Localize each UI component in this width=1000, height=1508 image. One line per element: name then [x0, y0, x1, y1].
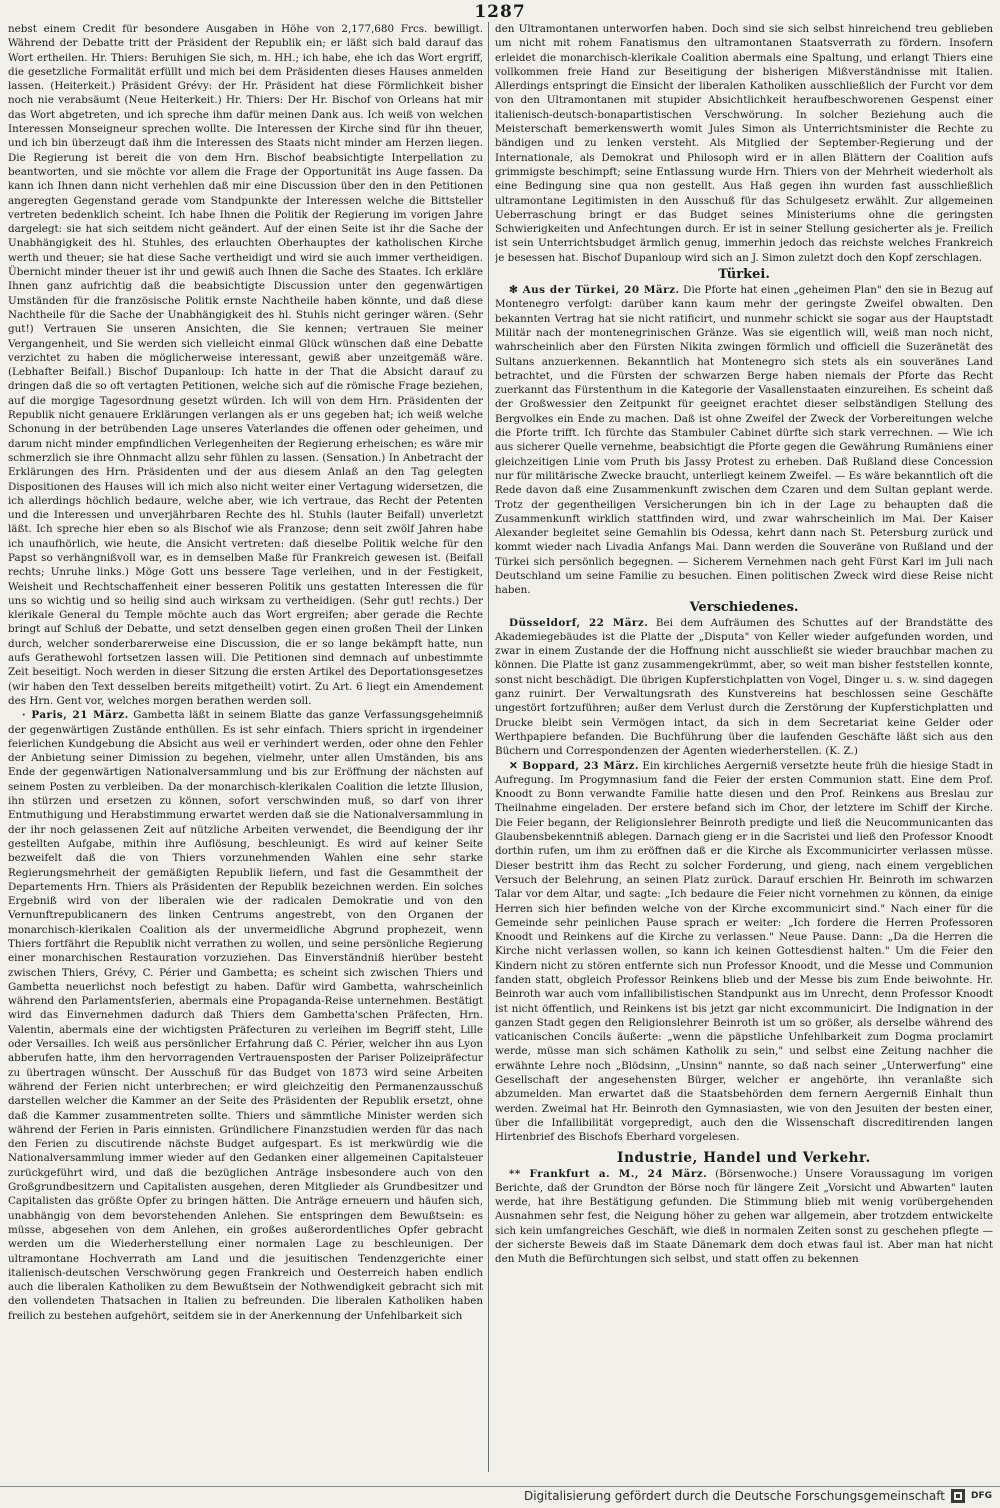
footer-credit: Digitalisierung gefördert durch die Deutsche Forschungsgemeinschaft — [523, 1489, 945, 1503]
boppard-article — [495, 759, 993, 1145]
frankfurt-article — [495, 1167, 993, 1267]
frankfurt-text: (Börsenwoche.) Unsere Voraussagung im vorigen Berichte, daß der Grundton der Börse noch für längere Zeit „Vorsicht und Abwarten" lauten werde, hat ihre Bestätigung gefunden. Die Stimmung blieb mit wenig vorübergehenden Ausnahmen sehr fest, die Neigung höher zu gehen war allgemein, aber trotzdem entwickelte sich kein umfangreiches Geschäft, wie dieß in normalen Zeiten sonst zu geschehen pflegte — der sicherste Beweis daß im Staate Dänemark dem doch etwas faul ist. Aber man hat nicht den Muth die Befürchtungen sich selbst, und statt offen zu bekennen — [495, 1167, 993, 1266]
tuerkei-dateline: ✻ Aus der Türkei, 20 März. — [509, 284, 680, 297]
tuerkei-article — [495, 283, 993, 598]
assembly-report-text: nebst einem Credit für besondere Ausgaben in Höhe von 2,177,680 Frcs. bewilligt. Während der Debatte tritt der Präsident der Republik ein; er läßt sich bald darauf das Wort ertheilen. Hr. Thiers: Beruhigen Sie sich, m. HH.; ich habe, ehe ich das Wort ergriff, die gesetzliche Formalität erfüllt und mich bei dem Präsidenten dieses Hauses anmelden lassen. (Heiterkeit.) Präsident Grévy: der Hr. Präsident hat diese Förmlichkeit bisher noch nie verabsäumt (Neue Heiterkeit.) Hr. Thiers: Der Hr. Bischof von Orleans hat mir das Wort abgetreten, und ich spreche ihm dafür meinen Dank aus. Ich weiß von welchen Interessen Monseigneur sprechen wollte. Die Interessen der Kirche sind für ihn theuer, und ich bin überzeugt daß ihm die Interessen des Staats nicht minder am Herzen liegen. Die Regierung ist bereit die von dem Hrn. Bischof beabsichtigte Interpellation zu beantworten, und sie möchte vor allem die Frage der Opportunität ins Auge fassen. Da kann ich Ihnen dann nicht verhehlen daß mir eine Discussion über den in den Petitionen angeregten Gegenstand gerade vom Standpunkte der Interessen welche die Bittsteller vertreten bedenklich scheint. Ich habe Ihnen die Politik der Regierung im vorigen Jahre dargelegt: sie hat sich seitdem nicht geändert. Auf der einen Seite ist ihr die Sache der Unabhängigkeit des hl. Stuhles, des erlauchten Oberhauptes der katholischen Kirche werth und theuer; sie hat diese Sache vertheidigt und wird sie auch immer vertheidigen. Übernicht minder theuer ist ihr und gewiß auch Ihnen die Sache des Staates. Ich erkläre Ihnen ganz aufrichtig daß die beabsichtigte Discussion unter den gegenwärtigen Umständen für die französische Politik ernste Nachtheile haben könnte, und daß diese Nachtheile für die Sache der Unabhängigkeit des hl. Stuhls nicht geringer wären. (Sehr gut!) Vertrauen Sie unseren Ansichten, die Sie kennen; vertrauen Sie meiner Vergangenheit, und Sie werden sich vielleicht einmal Glück wünschen daß eine Debatte verzichtet zu haben die möglicherweise interessant, gewiß aber unzeitgemäß wäre. (Lebhafter Beifall.) Bischof Dupanloup: Ich hatte in der That die Absicht darauf zu dringen daß die so oft vertagten Petitionen, welche sich auf die römische Frage beziehen, auf die morgige Tagesordnung gesetzt würden. Ich will von dem Hrn. Präsidenten der Republik nicht genauere Erklärungen verlangen als er uns gegeben hat; ich weiß welche Schonung in der betrübenden Lage unseres Vaterlandes die offenen oder geheimen, und darum nicht minder empfindlichen Verlegenheiten der Regierung erheischen; es wäre mir schmerzlich sie ihre Ohnmacht allzu sehr fühlen zu lassen. (Sensation.) In Anbetracht der Erklärungen des Hrn. Präsidenten und der aus diesem Anlaß an den Tag gelegten Dispositionen des Hauses will ich mich also nicht weiter einer Vertagung widersetzen, die ich allerdings höchlich bedaure, welche aber, wie ich vertraue, das Recht der Petenten und die Interessen und unverjährbaren Rechte des hl. Stuhls (lauter Beifall) unverletzt läßt. Ich spreche hier eben so als Bischof wie als Franzose; denn seit zwölf Jahren habe ich unaufhörlich, wie heute, die Ansicht vertreten: daß dieselbe Politik welche für den Papst so verhängnißvoll war, es in demselben Maße für Frankreich gewesen ist. (Beifall rechts; Unruhe links.) Möge Gott uns bessere Tage verleihen, und in der Festigkeit, Weisheit und Rechtschaffenheit einer besseren Politik uns gestatten Interessen die für uns so wichtig und so heilig sind auch wirksam zu vertheidigen. (Sehr gut! rechts.) Der klerikale General du Temple möchte auch das Wort ergreifen; aber gerade die Rechte bringt auf Schluß der Debatte, und setzt denselben gegen einen großen Theil der Linken durch, welcher sonderbarerweise eine Discussion, die er so lange bekämpft hatte, nun aufs Gerathewohl fortsetzen lassen will. Die Petitionen sind demnach auf unbestimmte Zeit beseitigt. Noch werden in dieser Sitzung die ersten Artikel des Deportationsgesetzes (wir haben den Text desselben bereits mitgetheilt) votirt. Zu Art. 6 liegt ein Amendement des Hrn. Gent vor, welches morgen berathen werden soll. — [8, 23, 483, 707]
column-divider — [488, 22, 489, 1472]
paris-text: Gambetta läßt in seinem Blatte das ganze Verfassungsgeheimniß der gegenwärtigen Zustände enthüllen. Es ist sehr einfach. Thiers spricht in irgendeiner feierlichen Kundgebung die Absicht aus weil er verhindert werden, oder ohne den Fehler der Anbietung seiner Dimission zu begehen, vielmehr, unter allen Umständen, bis ans Ende der gegenwärtigen Nationalversammlung und bis zur Eröffnung der nächsten auf seinem Posten zu verbleiben. Da der monarchisch-klerikalen Coalition die letzte Illusion, ihn stürzen und ersetzen zu können, sofort verschwinden muß, so darf von ihrer Entmuthigung und Herabstimmung erwartet werden daß sie die Nationalversammlung in der ihr noch gelassenen Zeit auf nützliche Arbeiten verwendet, die Beendigung der ihr gestellten Aufgabe, mithin ihre Auflösung, beschleunigt. Es wird auf keiner Seite bezweifelt daß die von Thiers vorzunehmenden Wahlen eine sehr starke Regierungsmehrheit der gemäßigten Republik liefern, und fast die Gesammtheit der Departements Hrn. Thiers als Präsidenten der Republik bezeichnen werden. Ein solches Ergebniß wird von der liberalen wie der radicalen Demokratie und von den Vernunftrepublicanern des linken Centrums angestrebt, von den Organen der monarchisch-klerikalen Coalition als der unvermeidliche Abgrund prophezeit, wenn Thiers fortfährt die Republik nicht verrathen zu wollen, und seine persönliche Regierung einer monarchischen Restauration vorzuziehen. Das Einverständniß hierüber besteht zwischen Thiers, Grévy, C. Périer und Gambetta; es scheint sich zwischen Thiers und Gambetta neuerlichst noch befestigt zu haben. Dafür wird Gambetta, wahrscheinlich während den Parlamentsferien, abermals eine Propaganda-Reise unternehmen. Bestätigt wird das Einvernehmen dadurch daß Thiers dem Gambetta'schen Präfecten, Hrn. Valentin, abermals eine der wichtigsten Präfecturen zu verleihen im Begriff steht, Lille oder Versailles. Ich weiß aus persönlicher Erfahrung daß C. Périer, welcher ihn aus Lyon abberufen hatte, ihm den hervorragenden Vertrauensposten der Pariser Polizeipräfectur zu übertragen wünscht. Der Ausschuß für das Budget von 1873 wird seine Arbeiten während der Ferien nicht unterbrechen; er wird gleichzeitig den Permanenzausschuß darstellen welcher die Kammer an der Seite des Präsidenten der Republik ersetzt, ohne daß die Kammer zusammentreten sollte. Thiers und sämmtliche Minister werden sich während der Ferien in Paris einnisten. Gründlichere Finanzstudien werden für das nach den Ferien zu discutirende nächste Budget aufgespart. Es ist merkwürdig wie die Nationalversammlung immer wieder auf den Gedanken einer allgemeinen Capitalsteuer zurückgeführt wird, und daß die bezüglichen Anträge insbesondere auch von den Großgrundbesitzern und Capitalisten ausgehen, deren Mitglieder als Grundbesitzer und Capitalisten das größte Opfer zu bringen hätten. Die Anträge erneuern und häufen sich, unabhängig von dem bevorstehenden Anlehen. Sie entspringen dem Bewußtsein: es müsse, abgesehen von dem Anlehen, ein großes außerordentliches Opfer gebracht werden um die Wiederherstellung einer normalen Lage zu beschleunigen. Der ultramontane Hochverrath am Land und die jesuitischen Tendenzgerichte einer italienisch-deutschen Verschwörung gegen Frankreich und Oesterreich haben endlich auch die liberalen Katholiken zu dem Bewußtsein der Nothwendigkeit gebracht sich mit den vollendeten Thatsachen in Italien zu befreunden. Die liberalen Katholiken haben freilich zu bestehen aufgehört, seitdem sie in der Anerkennung der Unfehlbarkeit sich — [8, 709, 483, 1322]
boppard-dateline: ✕ Boppard, 23 März. — [509, 759, 639, 772]
duesseldorf-text: Bei dem Aufräumen des Schuttes auf der Brandstätte des Akademiegebäudes ist die Platte der „Disputa" von Keller wieder aufgefunden worden, und zwar in einem Zustande der die Hoffnung nicht ausschließt sie wieder brauchbar machen zu können. Die Platte ist ganz zusammengekrümmt, aber, so weit man bisher feststellen konnte, sonst nicht beschädigt. Die übrigen Kupferstichplatten von Vogel, Dinger u. s. w. sind dagegen ganz ruinirt. Der Verwaltungsrath des Kunstvereins hat beschlossen seine Geschäfte ungestört fortzuführen; außer dem Verlust durch die Zerstörung der Kupferstichplatten und Drucke bleibt sein Vermögen intact, da sich in dem Secretariat keine Gelder oder Werthpapiere befanden. Die Buchführung über die laufenden Geschäfte läßt sich aus den Büchern und Correspondenzen der Agenten wiederherstellen. (K. Z.) — [495, 616, 993, 758]
right-column — [495, 22, 993, 1463]
dfg-logo-icon — [951, 1489, 965, 1503]
duesseldorf-dateline: Düsseldorf, 22 März. — [509, 616, 649, 629]
footer-rule — [0, 1486, 1000, 1487]
paris-continuation-text: den Ultramontanen unterworfen haben. Doch sind sie sich selbst hinreichend treu geblieben um nicht mit rohem Fanatismus den ultramontanen Staatsverrath zu fördern. Insofern erleidet die monarchisch-klerikale Coalition abermals eine Spaltung, und erlangt Thiers eine vollkommen freie Hand zur Beseitigung der bisherigen Mißverständnisse mit Italien. Allerdings entspringt die Einsicht der liberalen Katholiken ausschließlich der Furcht vor dem von den Ultramontanen mit stupider Absichtlichkeit heraufbeschworenen Gespenst einer italienisch-deutsch-bonapartistischen Verschwörung. In solcher Beziehung auch die Meisterschaft bemerkenswerth womit Jules Simon als Unterrichtsminister die Rechte zu bändigen und zu lenken versteht. Als Mitglied der September-Regierung und der Internationale, als Demokrat und Philosoph wird er in allen Blättern der Coalition aufs grimmigste beschimpft; seine Entlassung wurde Hrn. Thiers von der Mehrheit wiederholt als eine Bedingung sine qua non gestellt. Aus Haß gegen ihn wurden fast ausschließlich ultramontane Legitimisten in den Ausschuß für das Schulgesetz erwählt. Zur allgemeinen Ueberraschung bringt er das Budget seines Ministeriums ohne die geringsten Schwierigkeiten und Anfechtungen durch. Er ist in seiner Stellung gesicherter als je. Freilich ist sein Unterrichtsbudget ärmlich genug, immerhin jedoch das reichste welches Frankreich je besessen hat. Bischof Dupanloup wird sich an J. Simon zuletzt doch den Kopf zerschlagen. — [495, 23, 993, 264]
boppard-text: Ein kirchliches Aergerniß versetzte heute früh die hiesige Stadt in Aufregung. Im Progymnasium fand die Feier der ersten Communion statt. Eine dem Prof. Knoodt zu Bonn verwandte Familie hatte diesen und den Prof. Reinkens aus Breslau zur Theilnahme eingeladen. Der erstere befand sich im Chor, der letztere im Schiff der Kirche. Die Feier begann, der Religionslehrer Beinroth predigte und ließ die Neucommunicanten das Glaubensbekenntniß ablegen. Darnach gieng er in die Sacristei und ließ den Professor Knoodt dorthin rufen, um ihm zu eröffnen daß er die Kirche als Excommunicirter verlassen müsse. Dieser bestritt ihm das Recht zu solcher Forderung, und gieng, nach einem vergeblichen Versuch der Belehrung, an seinen Platz zurück. Darauf erschien Hr. Beinroth im schwarzen Talar vor dem Altar, und sagte: „Ich bedaure die Feier nicht vornehmen zu können, da einige Herren sich hier befinden welche von der Kirche excommunicirt sind." Nach einer für die Gemeinde sehr peinlichen Pause sprach er weiter: „Ich fordere die Herren Professoren Knoodt und Reinkens auf die Kirche zu verlassen." Neue Pause. Dann: „Da die Herren die Kirche nicht verlassen wollen, so kann ich keinen Gottesdienst halten." Um die Feier den Kindern nicht zu stören entfernte sich nun Professor Knoodt, und die Messe und Communion fanden statt, obgleich Professor Reinkens blieb und der Messe bis zum Ende beiwohnte. Hr. Beinroth war auch vom infallibilistischen Standpunkt aus im Unrecht, denn Professor Knoodt ist nicht öffentlich, und Reinkens ist bis jetzt gar nicht excommunicirt. Die Indignation in der ganzen Stadt gegen den Religionslehrer Beinroth ist um so größer, als derselbe während des vaticanischen Concils äußerte: „wenn die päpstliche Unfehlbarkeit zum Dogma proclamirt werde, müsse man sich schämen Katholik zu sein," und selbst eine Zeitung nachher die erwähnte Lehre noch „Blödsinn, „Unsinn" nannte, so daß nach seiner „Unterwerfung" eine Gesellschaft der angesehensten Bürger, welcher er angehörte, ihn veranlaßte sich abzumelden. Man erwartet daß die Staatsbehörden dem fernern Aergerniß Einhalt thun werden. Zweimal hat Hr. Beinroth den Gymnasiasten, wie von den Jesuiten der besten einer, über die Infallibilität vorgepredigt, auch den die Wissenschaft discreditirenden langen Hirtenbrief des Bischofs Eberhard vorgelesen. — [495, 759, 993, 1144]
duesseldorf-article — [495, 616, 993, 759]
section-heading-industrie: Industrie, Handel und Verkehr. — [617, 1149, 871, 1166]
page-number: 1287 — [474, 2, 526, 22]
section-heading-verschiedenes: Verschiedenes. — [689, 599, 799, 615]
frankfurt-dateline: ** Frankfurt a. M., 24 März. — [509, 1167, 708, 1180]
paris-article — [8, 708, 483, 1323]
dfg-logo-label: DFG — [970, 1491, 992, 1501]
left-column — [8, 22, 483, 1463]
footer — [524, 1489, 992, 1503]
section-heading-tuerkei: Türkei. — [718, 267, 770, 283]
tuerkei-text: Die Pforte hat einen „geheimen Plan" den sie in Bezug auf Montenegro verfolgt: darüber kann kaum mehr der geringste Zweifel obwalten. Den bekannten Vertrag hat sie nicht ratificirt, und nunmehr schickt sie sogar aus der Hauptstadt Militär nach der montenegrinischen Gränze. Was sie eigentlich will, weiß man noch nicht, wahrscheinlich aber den Fürsten Nikita zwingen förmlich und officiell die Suzeränetät des Sultans anzuerkennen. Bekanntlich hat Montenegro sich stets als ein souveränes Land betrachtet, und die Fürsten der schwarzen Berge haben niemals der Pforte das Recht zuerkannt das Fürstenthum in die Kategorie der Vasallenstaaten einzureihen. Es scheint daß der Großwessier den Zeitpunkt für geeignet erachtet dieser selbständigen Stellung des Bergvolkes ein Ende zu machen. Daß ist ohne Zweifel der Zweck der Vorbereitungen welche die Pforte trifft. Ich fürchte das Stambuler Cabinet dürfte sich stark verrechnen. — Wie ich aus sicherer Quelle vernehme, beabsichtigt die Pforte gegen die Gewährung Rumäniens einer gleichzeitigen Linie vom Pruth bis Jassy Protest zu erheben. Daß Rußland diese Concession nur für militärische Zwecke braucht, unterliegt keinem Zweifel. — Es wäre bekanntlich oft die Rede davon daß eine Zusammenkunft zwischen dem Czaren und dem Sultan geplant werde. Trotz der gegentheiligen Versicherungen bin ich in der Lage zu behaupten daß die Zusammenkunft wirklich stattfinden wird, und zwar wahrscheinlich im Mai. Der Kaiser Alexander begleitet seine Gemahlin bis Odessa, kehrt dann nach St. Petersburg zurück und kommt wieder nach Livadia Anfangs Mai. Dann werden die Souveräne von Rußland und der Türkei sich persönlich begegnen. — Sicherem Vernehmen nach geht Fürst Karl im Juli nach Deutschland um seine Familie zu besuchen. Einen politischen Zweck wird diese Reise nicht haben. — [495, 284, 993, 597]
paris-dateline: · Paris, 21 März. — [22, 709, 129, 722]
